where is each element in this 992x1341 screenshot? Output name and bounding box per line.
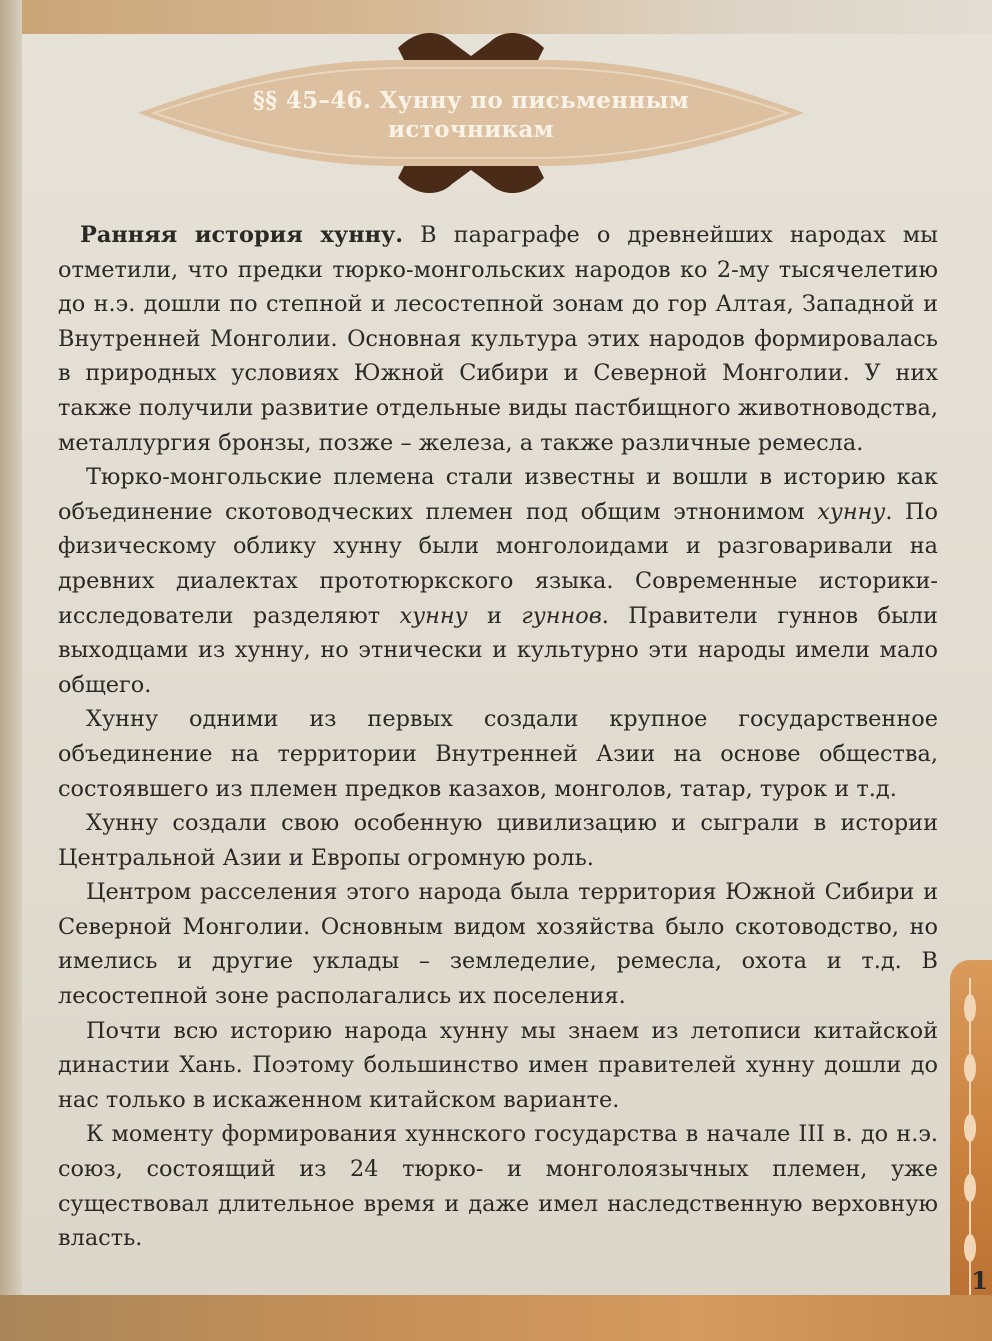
paragraph-6: Почти всю историю народа хунну мы знаем из летописи китайской династии Хань. Поэтому большинство имен правителей хунну дошли до нас только в искаженном китайском варианте. bbox=[58, 1017, 938, 1113]
term-gunnov: гуннов bbox=[521, 602, 602, 629]
paragraph-lead-heading: Ранняя история хунну. bbox=[80, 222, 404, 248]
paragraph-1 bbox=[58, 218, 938, 460]
section-title-line-2: источникам bbox=[388, 116, 554, 143]
paragraph-7: К моменту формирования хуннского государства в начале III в. до н.э. союз, состоящий из 24 тюрко- и монголоязычных племен, уже существовал длительное время и даже имел наследственную верховную власть. bbox=[58, 1121, 938, 1252]
paragraph-1-text: В параграфе о древнейших народах мы отметили, что предки тюрко-монгольских народов ко 2-му тысячелетию до н.э. дошли по степной и лесостепной зонам до гор Алтая, Западной и Внутренней Монголии. Основная культура этих народов формировалась в природных условиях Южной Сибири и Северной Монголии. У них также получили развитие отдельные виды пастбищного животноводства, металлургия бронзы, позже – железа, а также различные ремесла. bbox=[58, 222, 938, 456]
paragraph-4: Хунну создали свою особенную цивилизацию и сыграли в истории Центральной Азии и Европы огромную роль. bbox=[58, 810, 938, 871]
wheat-ornament-icon bbox=[962, 978, 978, 1298]
paragraph-2-part-1: Тюрко-монгольские племена стали известны и вошли в историю как объединение скотоводческих племен под общим этнонимом bbox=[58, 464, 938, 525]
paragraph-5: Центром расселения этого народа была территория Южной Сибири и Северной Монголии. Основным видом хозяйства было скотоводство, но имелись и другие уклады – земледелие, ремесла, охота и т.д. В лесостепной зоне располагались их поселения. bbox=[58, 879, 938, 1010]
page-number: 1 bbox=[971, 1266, 988, 1295]
paragraph-2 bbox=[58, 460, 938, 702]
section-title bbox=[128, 86, 814, 144]
term-hunnu: хунну bbox=[817, 498, 886, 525]
section-title-line-1: §§ 45–46. Хунну по письменным bbox=[252, 87, 690, 114]
term-hunnu-2: хунну bbox=[399, 602, 468, 629]
bottom-border-decoration bbox=[0, 1295, 992, 1341]
paragraph-2-part-2: . По физическому облику хунну были монголоидами и разговаривали на древних диалектах прототюркского языка. Современные историки-исследователи разделяют bbox=[58, 498, 938, 629]
section-body bbox=[58, 218, 938, 1256]
paragraph-3: Хунну одними из первых создали крупное государственное объединение на территории Внутренней Азии на основе общества, состоявшего из племен предков казахов, монголов, татар, турок и т.д. bbox=[58, 706, 938, 802]
paragraph-2-part-4: . Правители гуннов были выходцами из хунну, но этнически и культурно эти народы имели мало общего. bbox=[58, 602, 938, 698]
left-page-edge bbox=[0, 0, 22, 1341]
paragraph-2-part-3: и bbox=[467, 602, 522, 629]
section-title-banner bbox=[128, 26, 814, 200]
